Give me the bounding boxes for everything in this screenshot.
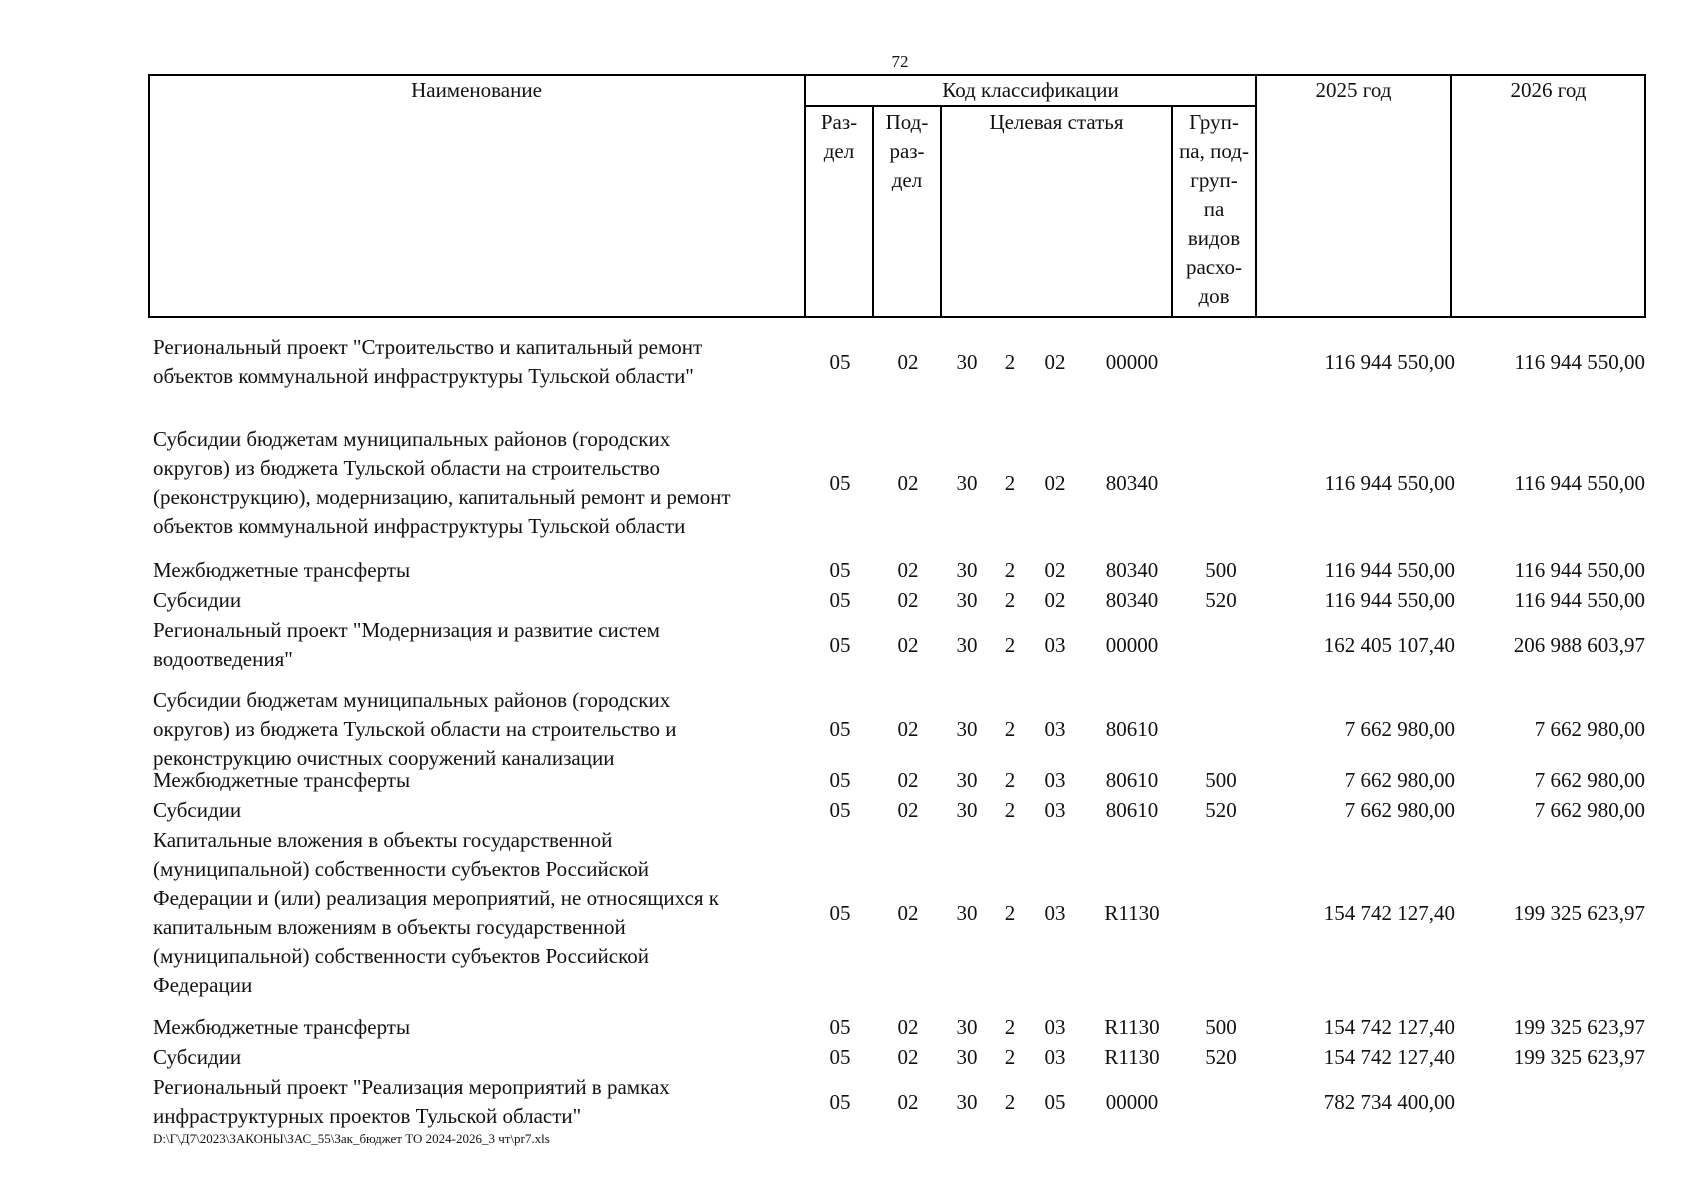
cell-2025: 116 944 550,00 <box>1324 588 1455 612</box>
row-name-line: Региональный проект "Реализация мероприятий в рамках <box>153 1075 670 1099</box>
cell-group: 520 <box>1205 1045 1237 1069</box>
cell-2026: 7 662 980,00 <box>1534 717 1645 741</box>
cell-group: 520 <box>1205 798 1237 822</box>
cell-2025: 7 662 980,00 <box>1344 768 1455 792</box>
cell-podrazdel: 02 <box>897 470 919 495</box>
cell-podrazdel: 02 <box>897 1015 919 1039</box>
cell-2026: 116 944 550,00 <box>1514 470 1645 495</box>
cell-target-4: 00000 <box>1105 1089 1159 1114</box>
header-group-line: Груп- <box>1189 110 1239 134</box>
row-name <box>153 1073 803 1131</box>
row-name <box>153 1043 803 1072</box>
table-header <box>148 74 1646 319</box>
cell-razdel: 05 <box>829 1015 851 1039</box>
cell-target-3: 03 <box>1044 798 1066 822</box>
cell-2025: 116 944 550,00 <box>1324 470 1455 495</box>
cell-target-4: 00000 <box>1105 349 1159 374</box>
header-group-line: дов <box>1198 284 1230 308</box>
row-name-line: Федерации <box>153 973 253 997</box>
header-target: Целевая статья <box>989 110 1124 134</box>
cell-target-1: 30 <box>956 349 978 374</box>
cell-target-3: 02 <box>1044 349 1066 374</box>
cell-2025: 154 742 127,40 <box>1323 900 1455 925</box>
cell-2025: 7 662 980,00 <box>1344 717 1455 741</box>
cell-target-4: 80340 <box>1105 558 1159 582</box>
table-row <box>0 425 1697 541</box>
row-name-line: (реконструкцию), модернизацию, капитальный ремонт и ремонт <box>153 485 731 509</box>
cell-target-2: 2 <box>1004 717 1016 741</box>
cell-target-1: 30 <box>956 632 978 657</box>
cell-podrazdel: 02 <box>897 558 919 582</box>
cell-target-2: 2 <box>1004 798 1016 822</box>
row-name-line: реконструкцию очистных сооружений канализации <box>153 746 615 770</box>
row-name-line: Межбюджетные трансферты <box>153 558 411 582</box>
cell-razdel: 05 <box>829 717 851 741</box>
table-row <box>0 556 1697 585</box>
cell-2026: 7 662 980,00 <box>1534 768 1645 792</box>
cell-2026: 199 325 623,97 <box>1513 900 1645 925</box>
row-name <box>153 1013 803 1042</box>
cell-group: 500 <box>1205 558 1237 582</box>
header-group-line: расхо- <box>1185 255 1243 279</box>
cell-2025: 154 742 127,40 <box>1323 1015 1455 1039</box>
cell-2026: 199 325 623,97 <box>1513 1045 1645 1069</box>
cell-2026: 116 944 550,00 <box>1514 588 1645 612</box>
cell-target-2: 2 <box>1004 632 1016 657</box>
table-row <box>0 1073 1697 1131</box>
cell-podrazdel: 02 <box>897 349 919 374</box>
header-2025: 2025 год <box>1315 78 1392 102</box>
cell-podrazdel: 02 <box>897 588 919 612</box>
cell-target-2: 2 <box>1004 1015 1016 1039</box>
cell-target-4: 80610 <box>1105 717 1159 741</box>
cell-target-2: 2 <box>1004 1089 1016 1114</box>
cell-target-3: 03 <box>1044 900 1066 925</box>
table-row <box>0 796 1697 825</box>
cell-target-2: 2 <box>1004 900 1016 925</box>
cell-razdel: 05 <box>829 768 851 792</box>
table-row <box>0 616 1697 674</box>
row-name <box>153 586 803 615</box>
cell-podrazdel: 02 <box>897 798 919 822</box>
row-name-line: Субсидии <box>153 1045 242 1069</box>
row-name-line: Региональный проект "Модернизация и развитие систем <box>153 618 660 642</box>
header-podrazdel-line: Под- <box>885 110 929 134</box>
row-name <box>153 333 803 391</box>
cell-target-1: 30 <box>956 470 978 495</box>
row-name-line: инфраструктурных проектов Тульской области" <box>153 1104 582 1128</box>
header-group-line: па <box>1203 197 1225 221</box>
row-name-line: водоотведения" <box>153 647 293 671</box>
table-row <box>0 333 1697 391</box>
header-group-line: груп- <box>1190 168 1238 192</box>
cell-target-1: 30 <box>956 900 978 925</box>
header-podrazdel-line: раз- <box>889 139 925 163</box>
cell-target-1: 30 <box>956 768 978 792</box>
cell-target-2: 2 <box>1004 768 1016 792</box>
row-name-line: (муниципальной) собственности субъектов Российской <box>153 944 649 968</box>
cell-2025: 116 944 550,00 <box>1324 558 1455 582</box>
header-razdel-line: дел <box>823 139 855 163</box>
cell-razdel: 05 <box>829 558 851 582</box>
row-name-line: Региональный проект "Строительство и капитальный ремонт <box>153 335 703 359</box>
row-name-line: округов) из бюджета Тульской области на строительство <box>153 456 660 480</box>
row-name-line: Межбюджетные трансферты <box>153 768 411 792</box>
row-name-line: Субсидии <box>153 588 242 612</box>
header-podrazdel-line: дел <box>891 168 923 192</box>
row-name-line: округов) из бюджета Тульской области на строительство и <box>153 717 677 741</box>
cell-razdel: 05 <box>829 470 851 495</box>
cell-target-4: 80610 <box>1105 798 1159 822</box>
header-code-group: Код классификации <box>942 78 1119 102</box>
cell-2026: 206 988 603,97 <box>1513 632 1645 657</box>
row-name-line: Федерации и (или) реализация мероприятий, не относящихся к <box>153 886 719 910</box>
cell-target-3: 02 <box>1044 558 1066 582</box>
cell-target-4: R1130 <box>1104 1015 1160 1039</box>
cell-target-2: 2 <box>1004 1045 1016 1069</box>
row-name-line: Субсидии бюджетам муниципальных районов (городских <box>153 427 671 451</box>
header-name: Наименование <box>411 78 542 102</box>
row-name <box>153 826 803 1000</box>
cell-razdel: 05 <box>829 1045 851 1069</box>
cell-target-4: 80340 <box>1105 470 1159 495</box>
row-name <box>153 766 803 795</box>
cell-2025: 116 944 550,00 <box>1324 349 1455 374</box>
cell-razdel: 05 <box>829 588 851 612</box>
row-name-line: капитальным вложениям в объекты государственной <box>153 915 626 939</box>
cell-target-4: 80610 <box>1105 768 1159 792</box>
header-group <box>1172 108 1256 311</box>
cell-2026: 7 662 980,00 <box>1534 798 1645 822</box>
cell-razdel: 05 <box>829 900 851 925</box>
cell-target-3: 03 <box>1044 632 1066 657</box>
table-row <box>0 1043 1697 1072</box>
cell-target-3: 03 <box>1044 1015 1066 1039</box>
header-group-line: видов <box>1187 226 1241 250</box>
cell-group: 520 <box>1205 588 1237 612</box>
row-name <box>153 686 803 773</box>
cell-target-1: 30 <box>956 588 978 612</box>
cell-podrazdel: 02 <box>897 900 919 925</box>
cell-target-1: 30 <box>956 1089 978 1114</box>
cell-target-1: 30 <box>956 1045 978 1069</box>
cell-podrazdel: 02 <box>897 1089 919 1114</box>
cell-target-4: 00000 <box>1105 632 1159 657</box>
row-name-line: (муниципальной) собственности субъектов Российской <box>153 857 649 881</box>
cell-target-4: R1130 <box>1104 1045 1160 1069</box>
table-row <box>0 766 1697 795</box>
cell-group: 500 <box>1205 768 1237 792</box>
row-name-line: Субсидии бюджетам муниципальных районов (городских <box>153 688 671 712</box>
cell-target-3: 02 <box>1044 470 1066 495</box>
row-name-line: объектов коммунальной инфраструктуры Тульской области" <box>153 364 694 388</box>
cell-2025: 7 662 980,00 <box>1344 798 1455 822</box>
cell-razdel: 05 <box>829 632 851 657</box>
header-group-line: па, под- <box>1179 139 1249 163</box>
header-razdel-line: Раз- <box>820 110 858 134</box>
cell-group: 500 <box>1205 1015 1237 1039</box>
cell-podrazdel: 02 <box>897 632 919 657</box>
cell-podrazdel: 02 <box>897 1045 919 1069</box>
cell-razdel: 05 <box>829 798 851 822</box>
cell-target-4: R1130 <box>1104 900 1160 925</box>
cell-target-3: 03 <box>1044 768 1066 792</box>
cell-podrazdel: 02 <box>897 717 919 741</box>
cell-target-1: 30 <box>956 717 978 741</box>
cell-target-4: 80340 <box>1105 588 1159 612</box>
cell-target-1: 30 <box>956 1015 978 1039</box>
cell-2025: 162 405 107,40 <box>1323 632 1455 657</box>
row-name <box>153 616 803 674</box>
header-podrazdel <box>873 108 941 195</box>
row-name-line: Межбюджетные трансферты <box>153 1015 411 1039</box>
table-row <box>0 586 1697 615</box>
cell-2026: 116 944 550,00 <box>1514 349 1645 374</box>
cell-2026: 199 325 623,97 <box>1513 1015 1645 1039</box>
cell-podrazdel: 02 <box>897 768 919 792</box>
cell-target-2: 2 <box>1004 470 1016 495</box>
cell-target-3: 03 <box>1044 717 1066 741</box>
cell-target-1: 30 <box>956 558 978 582</box>
page-number: 72 <box>891 52 909 71</box>
cell-target-1: 30 <box>956 798 978 822</box>
row-name <box>153 796 803 825</box>
table-row <box>0 826 1697 1000</box>
row-name-line: объектов коммунальной инфраструктуры Тульской области <box>153 514 686 538</box>
row-name <box>153 425 803 541</box>
header-razdel <box>805 108 873 166</box>
row-name-line: Субсидии <box>153 798 242 822</box>
cell-2025: 782 734 400,00 <box>1323 1089 1455 1114</box>
cell-target-2: 2 <box>1004 558 1016 582</box>
cell-target-3: 05 <box>1044 1089 1066 1114</box>
cell-target-3: 03 <box>1044 1045 1066 1069</box>
cell-target-2: 2 <box>1004 349 1016 374</box>
header-2026: 2026 год <box>1510 78 1587 102</box>
cell-razdel: 05 <box>829 1089 851 1114</box>
table-row <box>0 686 1697 773</box>
cell-target-2: 2 <box>1004 588 1016 612</box>
file-path-footer: D:\Г\Д7\2023\ЗАКОНЫ\ЗАС_55\Зак_бюджет ТО 2024-2026_3 чт\pr7.xls <box>153 1131 550 1146</box>
cell-razdel: 05 <box>829 349 851 374</box>
table-row <box>0 1013 1697 1042</box>
row-name-line: Капитальные вложения в объекты государственной <box>153 828 613 852</box>
row-name <box>153 556 803 585</box>
cell-target-3: 02 <box>1044 588 1066 612</box>
cell-2026: 116 944 550,00 <box>1514 558 1645 582</box>
cell-2025: 154 742 127,40 <box>1323 1045 1455 1069</box>
